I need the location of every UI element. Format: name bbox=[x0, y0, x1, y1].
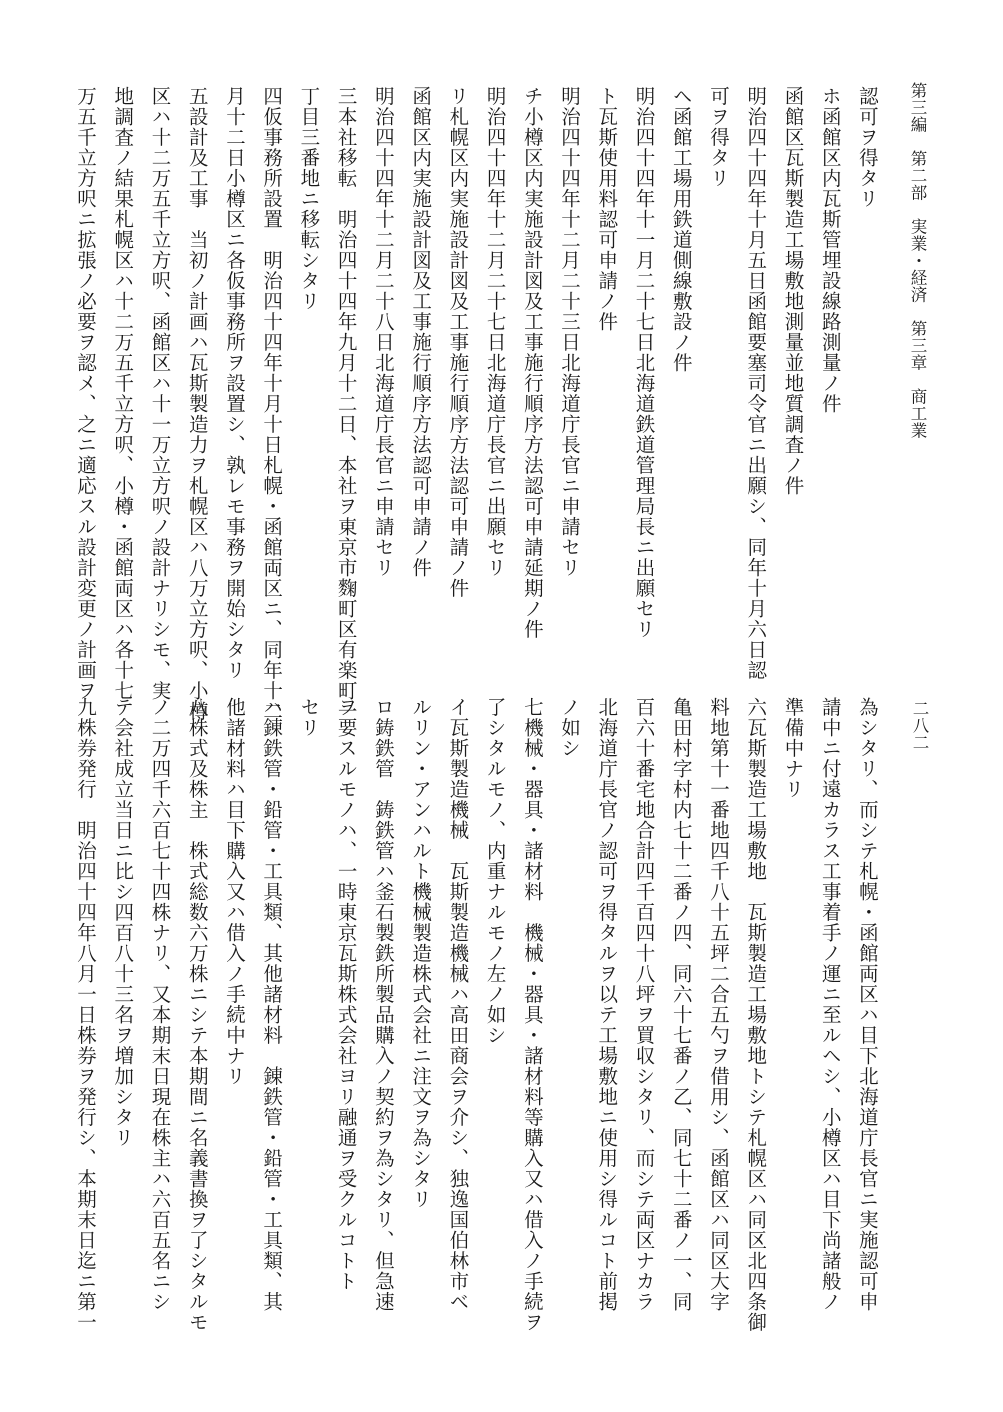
text-column: 万五千立方呎ニ拡張ノ必要ヲ認メ、之ニ適応スル設計変更ノ計画ヲ bbox=[74, 86, 97, 701]
text-column: 明治四十四年十二月二十三日北海道庁長官ニ申請セリ bbox=[558, 86, 582, 578]
text-column: 月十二日小樽区ニ各仮事務所ヲ設置シ、孰レモ事務ヲ開始シタリ bbox=[222, 86, 246, 681]
text-column: セリ bbox=[297, 697, 321, 738]
text-column: 百六十番宅地合計四千百四十八坪ヲ買収シタリ、而シテ両区ナカラ bbox=[632, 697, 656, 1312]
text-column: イ瓦斯製造機械 瓦斯製造機械ハ高田商会ヲ介シ、独逸国伯林市ベ bbox=[446, 697, 470, 1312]
text-column: ルリン・アンハルト機械製造株式会社ニ注文ヲ為シタリ bbox=[409, 697, 433, 1210]
text-column: 他諸材料ハ目下購入又ハ借入ノ手続中ナリ bbox=[222, 697, 246, 1087]
text-column: 五設計及工事 当初ノ計画ハ瓦斯製造力ヲ札幌区ハ八万立方呎、小樽 bbox=[185, 86, 209, 722]
text-column: 準備中ナリ bbox=[781, 697, 805, 800]
text-column: 亀田村字村内七十二番ノ四、同六十七番ノ乙、同七十二番ノ一、同 bbox=[669, 697, 693, 1312]
running-head: 第三編 第二部 実業・経済 第三章 商工業 bbox=[908, 82, 927, 439]
text-column: 区ハ十二万五千立方呎、函館区ハ十一万立方呎ノ設計ナリシモ、実 bbox=[148, 86, 172, 701]
text-column: ロ鋳鉄管 鋳鉄管ハ釜石製鉄所製品購入ノ契約ヲ為シタリ、但急速 bbox=[371, 697, 395, 1312]
text-column: 三本社移転 明治四十四年九月十二日、本社ヲ東京市麴町区有楽町一 bbox=[334, 86, 358, 722]
text-column: 了シタルモノ、内重ナルモノ左ノ如シ bbox=[483, 697, 507, 1046]
text-column: ノ二万四千六百七十四株ナリ、又本期末日現在株主ハ六百五名ニシ bbox=[148, 697, 172, 1312]
text-column: 為シタリ、而シテ札幌・函館両区ハ目下北海道庁長官ニ実施認可申 bbox=[855, 697, 879, 1312]
lower-text-block bbox=[68, 697, 884, 1339]
text-column: 函館区内実施設計図及工事施行順序方法認可申請ノ件 bbox=[409, 86, 433, 578]
text-column: 丁目三番地ニ移転シタリ bbox=[297, 86, 321, 312]
text-column: ホ函館区内瓦斯管埋設線路測量ノ件 bbox=[818, 86, 842, 414]
text-column: 可ヲ得タリ bbox=[706, 86, 730, 189]
text-column: ハ錬鉄管・鉛管・工具類、其他諸材料 錬鉄管・鉛管・工具類、其 bbox=[260, 697, 284, 1312]
text-column: リ札幌区内実施設計図及工事施行順序方法認可申請ノ件 bbox=[446, 86, 470, 599]
text-column: 明治四十四年十一月二十七日北海道鉄道管理局長ニ出願セリ bbox=[632, 86, 656, 640]
text-column: 認可ヲ得タリ bbox=[855, 86, 879, 209]
text-column: 料地第十一番地四千八十五坪二合五勺ヲ借用シ、函館区ハ同区大字 bbox=[706, 697, 730, 1312]
text-column: チ小樽区内実施設計図及工事施行順序方法認可申請延期ノ件 bbox=[520, 86, 544, 640]
text-column: 九株券発行 明治四十四年八月一日株券ヲ発行シ、本期末日迄ニ第一 bbox=[74, 697, 97, 1333]
text-column: ヘ函館工場用鉄道側線敷設ノ件 bbox=[669, 86, 693, 373]
text-column: 六瓦斯製造工場敷地 瓦斯製造工場敷地トシテ札幌区ハ同区北四条御 bbox=[744, 697, 768, 1333]
text-column: 請中ニ付遠カラス工事着手ノ運ニ至ルヘシ、小樽区ハ目下尚諸般ノ bbox=[818, 697, 842, 1312]
text-column: 明治四十四年十月五日函館要塞司令官ニ出願シ、同年十月六日認 bbox=[744, 86, 768, 681]
text-column: ノ如シ bbox=[558, 697, 582, 759]
text-column: 明治四十四年十二月二十七日北海道庁長官ニ出願セリ bbox=[483, 86, 507, 578]
text-column: 四仮事務所設置 明治四十四年十月十日札幌・函館両区ニ、同年十二 bbox=[260, 86, 284, 722]
text-column: ト瓦斯使用料認可申請ノ件 bbox=[595, 86, 619, 332]
text-column: 七機械・器具・諸材料 機械・器具・諸材料等購入又ハ借入ノ手続ヲ bbox=[520, 697, 544, 1333]
text-column: 北海道庁長官ノ認可ヲ得タルヲ以テ工場敷地ニ使用シ得ルコト前掲 bbox=[595, 697, 619, 1312]
page-number: 二八二 bbox=[910, 700, 929, 751]
text-column: 地調査ノ結果札幌区ハ十二万五千立方呎、小樽・函館両区ハ各十七 bbox=[111, 86, 135, 701]
text-column: 函館区瓦斯製造工場敷地測量並地質調査ノ件 bbox=[781, 86, 805, 496]
text-column: 明治四十四年十二月二十八日北海道庁長官ニ申請セリ bbox=[371, 86, 395, 578]
upper-text-block bbox=[68, 86, 884, 722]
text-column: テ会社成立当日ニ比シ四百八十三名ヲ増加シタリ bbox=[111, 697, 135, 1148]
text-column: 八株式及株主 株式総数六万株ニシテ本期間ニ名義書換ヲ了シタルモ bbox=[185, 697, 209, 1333]
text-column: ヲ要スルモノハ、一時東京瓦斯株式会社ヨリ融通ヲ受クルコトト bbox=[334, 697, 358, 1292]
